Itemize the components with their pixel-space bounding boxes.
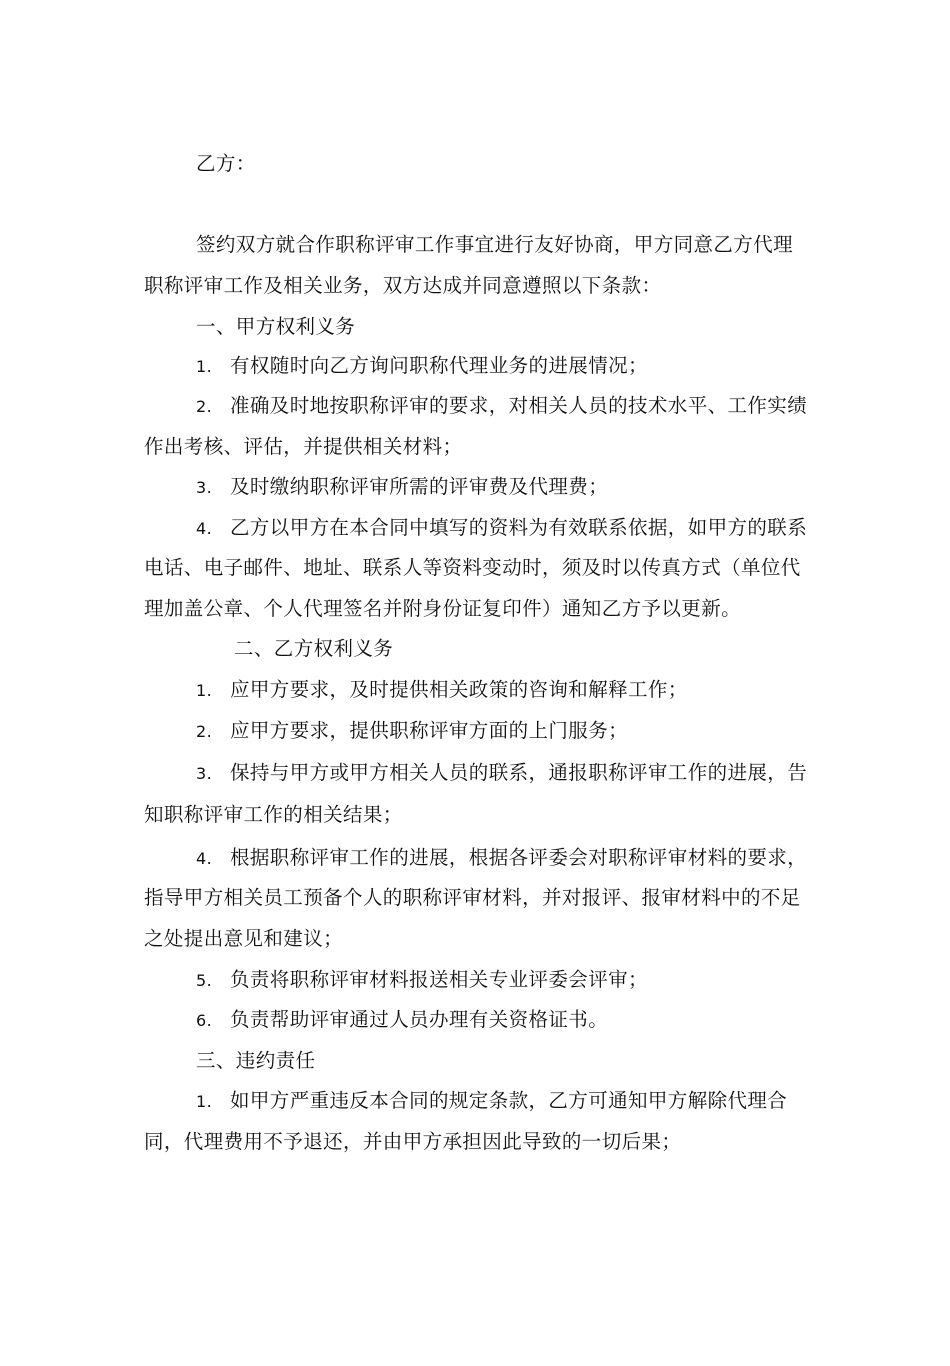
item-number: 6. <box>196 1011 213 1030</box>
s1-item-4-cont-2: 理加盖公章、个人代理签名并附身份证复印件）通知乙方予以更新。 <box>144 597 742 620</box>
item-text: 应甲方要求，提供职称评审方面的上门服务； <box>230 719 629 742</box>
s2-item-1 <box>196 674 688 702</box>
s2-item-6 <box>196 1004 608 1032</box>
item-text: 准确及时地按职称评审的要求，对相关人员的技术水平、工作实绩 <box>230 394 808 417</box>
s1-item-4 <box>196 512 807 540</box>
item-text: 及时缴纳职称评审所需的评审费及代理费； <box>230 475 609 498</box>
s3-item-1 <box>196 1085 787 1113</box>
s1-item-3 <box>196 471 608 499</box>
item-number: 5. <box>196 971 213 990</box>
item-text: 有权随时向乙方询问职称代理业务的进展情况； <box>230 354 648 377</box>
intro-line-1: 签约双方就合作职称评审工作事宜进行友好协商，甲方同意乙方代理 <box>196 233 794 256</box>
s3-item-1-cont: 同，代理费用不予退还，并由甲方承担因此导致的一切后果； <box>144 1130 682 1153</box>
item-number: 3. <box>196 478 213 497</box>
section-2-heading: 二、乙方权利义务 <box>234 637 394 660</box>
item-text: 应甲方要求，及时提供相关政策的咨询和解释工作； <box>230 678 688 701</box>
s2-item-4-cont-1: 指导甲方相关员工预备个人的职称评审材料，并对报评、报审材料中的不足 <box>144 886 801 909</box>
s2-item-4 <box>196 842 807 870</box>
item-number: 2. <box>196 397 213 416</box>
item-number: 1. <box>196 1092 213 1111</box>
item-number: 2. <box>196 722 213 741</box>
s2-item-4-cont-2: 之处提出意见和建议； <box>144 927 344 950</box>
s1-item-4-cont-1: 电话、电子邮件、地址、联系人等资料变动时，须及时以传真方式（单位代 <box>144 556 801 579</box>
item-text: 负责将职称评审材料报送相关专业评委会评审； <box>230 968 648 991</box>
item-text: 如甲方严重违反本合同的规定条款，乙方可通知甲方解除代理合 <box>230 1089 788 1112</box>
section-3-heading: 三、违约责任 <box>196 1049 316 1072</box>
item-text: 乙方以甲方在本合同中填写的资料为有效联系依据，如甲方的联系 <box>230 516 808 539</box>
section-1-heading: 一、甲方权利义务 <box>196 315 356 338</box>
s2-item-5 <box>196 964 648 992</box>
item-text: 负责帮助评审通过人员办理有关资格证书。 <box>230 1008 609 1031</box>
item-number: 1. <box>196 357 213 376</box>
party-b-label: 乙方： <box>196 152 256 175</box>
item-number: 4. <box>196 849 213 868</box>
s2-item-3 <box>196 757 807 785</box>
item-number: 1. <box>196 681 213 700</box>
s2-item-2 <box>196 715 628 743</box>
intro-line-2: 职称评审工作及相关业务，双方达成并同意遵照以下条款： <box>144 274 662 297</box>
s1-item-2-cont: 作出考核、评估，并提供相关材料； <box>144 435 463 458</box>
s1-item-2 <box>196 390 807 418</box>
item-number: 4. <box>196 519 213 538</box>
item-text: 根据职称评审工作的进展，根据各评委会对职称评审材料的要求， <box>230 846 808 869</box>
item-text: 保持与甲方或甲方相关人员的联系，通报职称评审工作的进展，告 <box>230 761 808 784</box>
s1-item-1 <box>196 350 648 378</box>
item-number: 3. <box>196 764 213 783</box>
s2-item-3-cont: 知职称评审工作的相关结果； <box>144 803 403 826</box>
